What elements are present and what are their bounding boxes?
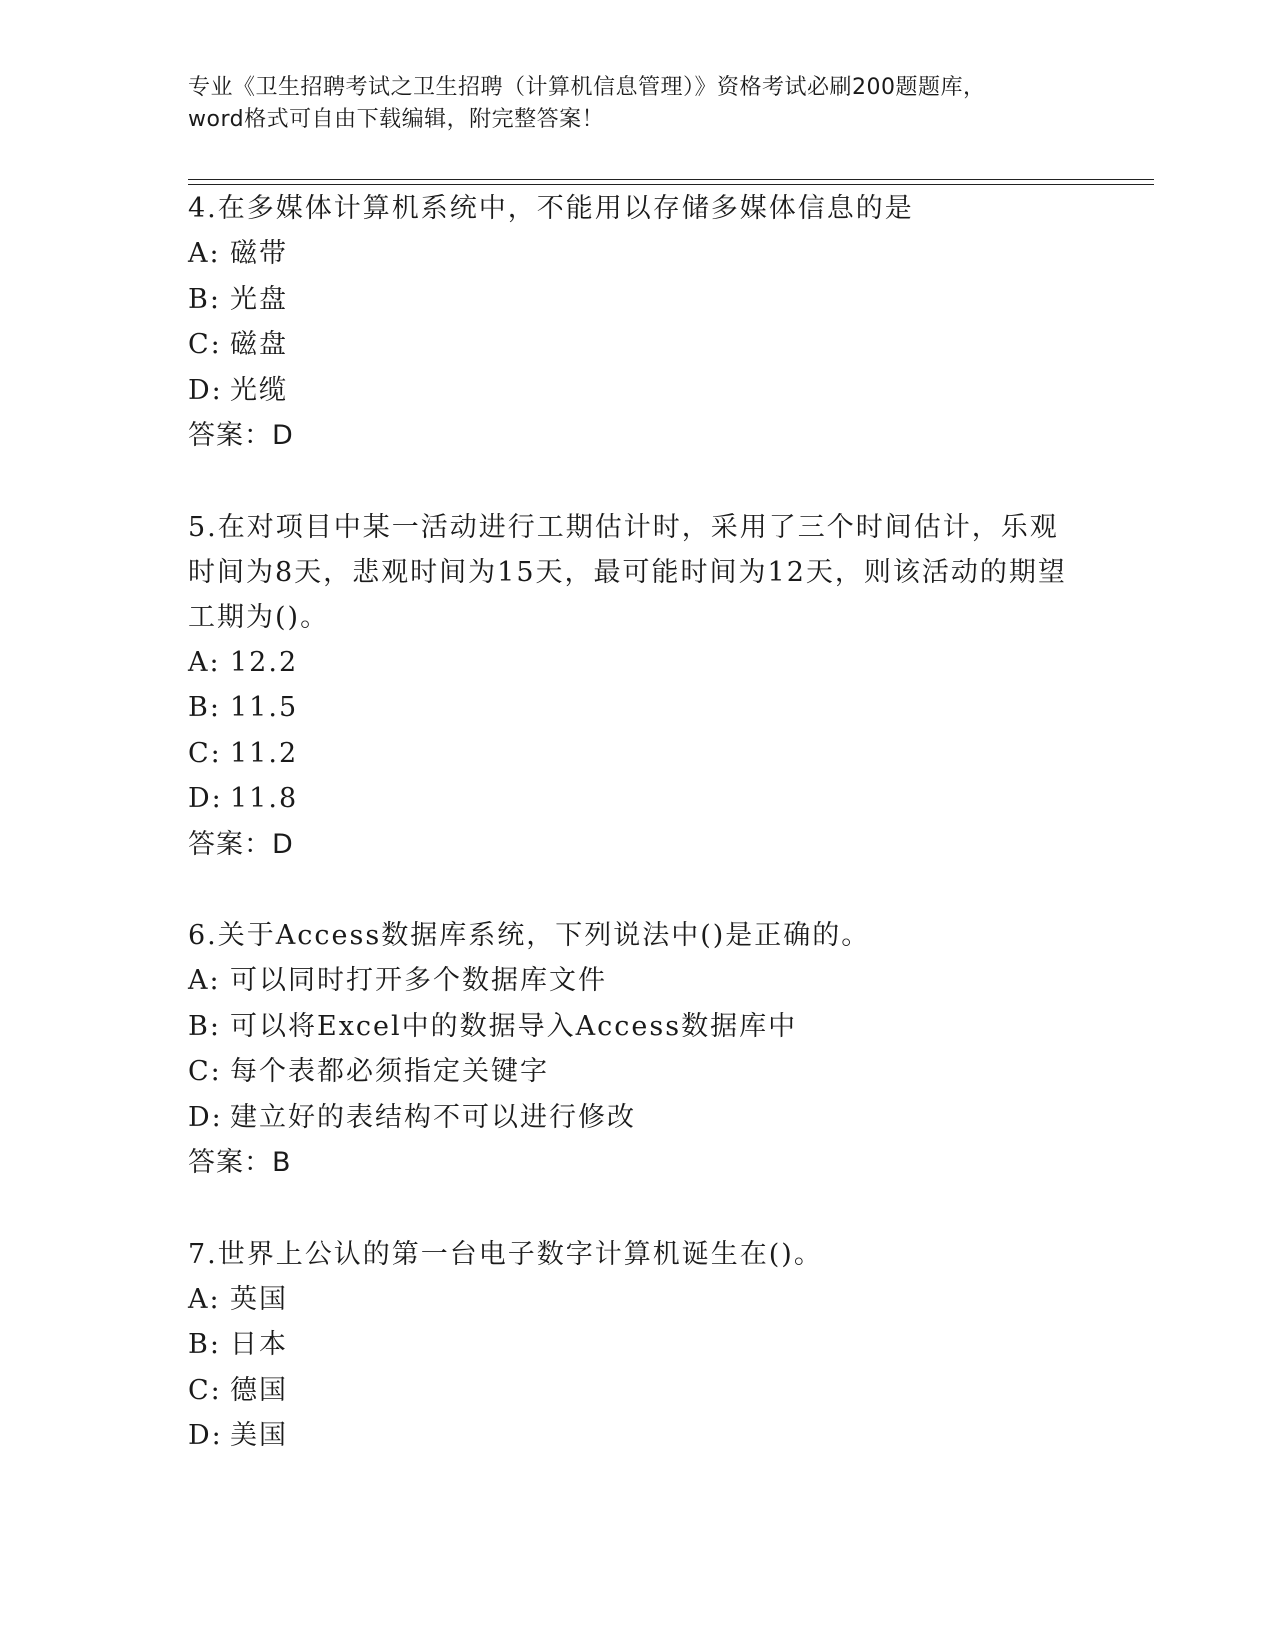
question-spacer [188,1186,1088,1232]
header-divider-top [188,179,1154,180]
option-a [188,231,1088,277]
option-text: 光缆 [230,374,288,406]
option-label: C: [188,1056,222,1087]
option-c [188,1368,1088,1414]
header-title-line-1: 专业《卫生招聘考试之卫生招聘（计算机信息管理）》资格考试必刷200题题库， [188,75,986,100]
option-label: B: [188,1010,221,1042]
option-label: C: [188,1374,222,1406]
option-b [188,685,1088,731]
answer-line: 答案：B [188,1147,292,1178]
option-label: D: [188,1420,223,1451]
option-label: D: [188,374,223,406]
option-b [188,1004,1088,1050]
option-text: 德国 [230,1374,288,1406]
question-list [188,186,1088,1459]
question-text: 7.世界上公认的第一台电子数字计算机诞生在()。 [188,1238,823,1270]
question-5 [188,505,1088,868]
option-label: B: [188,283,221,315]
option-d [188,1095,1088,1141]
option-label: B: [188,1329,221,1360]
option-label: B: [188,692,221,723]
answer-line: 答案：D [188,420,294,451]
option-text: 可以将Excel中的数据导入Access数据库中 [230,1010,798,1042]
option-label: D: [188,1101,223,1133]
question-spacer [188,867,1088,913]
option-text: 美国 [230,1420,288,1451]
question-4 [188,186,1088,459]
option-c [188,731,1088,777]
option-text: 11.5 [230,692,299,723]
option-text: 磁带 [230,238,288,269]
option-text: 12.2 [230,646,299,678]
option-label: A: [188,238,221,269]
option-a [188,640,1088,686]
question-spacer [188,459,1088,505]
option-text: 可以同时打开多个数据库文件 [230,965,607,996]
option-b [188,277,1088,323]
option-text: 建立好的表结构不可以进行修改 [230,1101,636,1133]
option-text: 日本 [230,1329,288,1360]
option-d [188,368,1088,414]
question-text: 6.关于Access数据库系统，下列说法中()是正确的。 [188,920,871,951]
option-label: A: [188,1283,221,1315]
option-text: 每个表都必须指定关键字 [230,1056,549,1087]
option-a [188,958,1088,1004]
option-d [188,1413,1088,1459]
option-c [188,322,1088,368]
option-text: 11.2 [230,737,299,769]
option-text: 11.8 [230,783,299,814]
option-text: 磁盘 [230,329,288,360]
question-text: 4.在多媒体计算机系统中，不能用以存储多媒体信息的是 [188,193,914,224]
question-text: 5.在对项目中某一活动进行工期估计时，采用了三个时间估计，乐观时间为8天，悲观时间为15天，最可能时间为12天，则该活动的期望工期为()。 [188,511,1067,633]
option-c [188,1049,1088,1095]
option-d [188,776,1088,822]
header-divider-bottom [188,184,1154,185]
option-label: A: [188,965,221,996]
question-7 [188,1232,1088,1459]
option-a [188,1277,1088,1323]
option-b [188,1322,1088,1368]
answer-line: 答案：D [188,828,294,860]
option-label: D: [188,783,223,814]
header-title-line-2: word格式可自由下载编辑，附完整答案！ [188,107,605,132]
option-label: C: [188,737,222,769]
document-header [188,72,1088,136]
option-text: 英国 [230,1283,288,1315]
option-label: C: [188,329,222,360]
option-text: 光盘 [230,283,288,315]
option-label: A: [188,646,221,678]
question-6 [188,913,1088,1186]
